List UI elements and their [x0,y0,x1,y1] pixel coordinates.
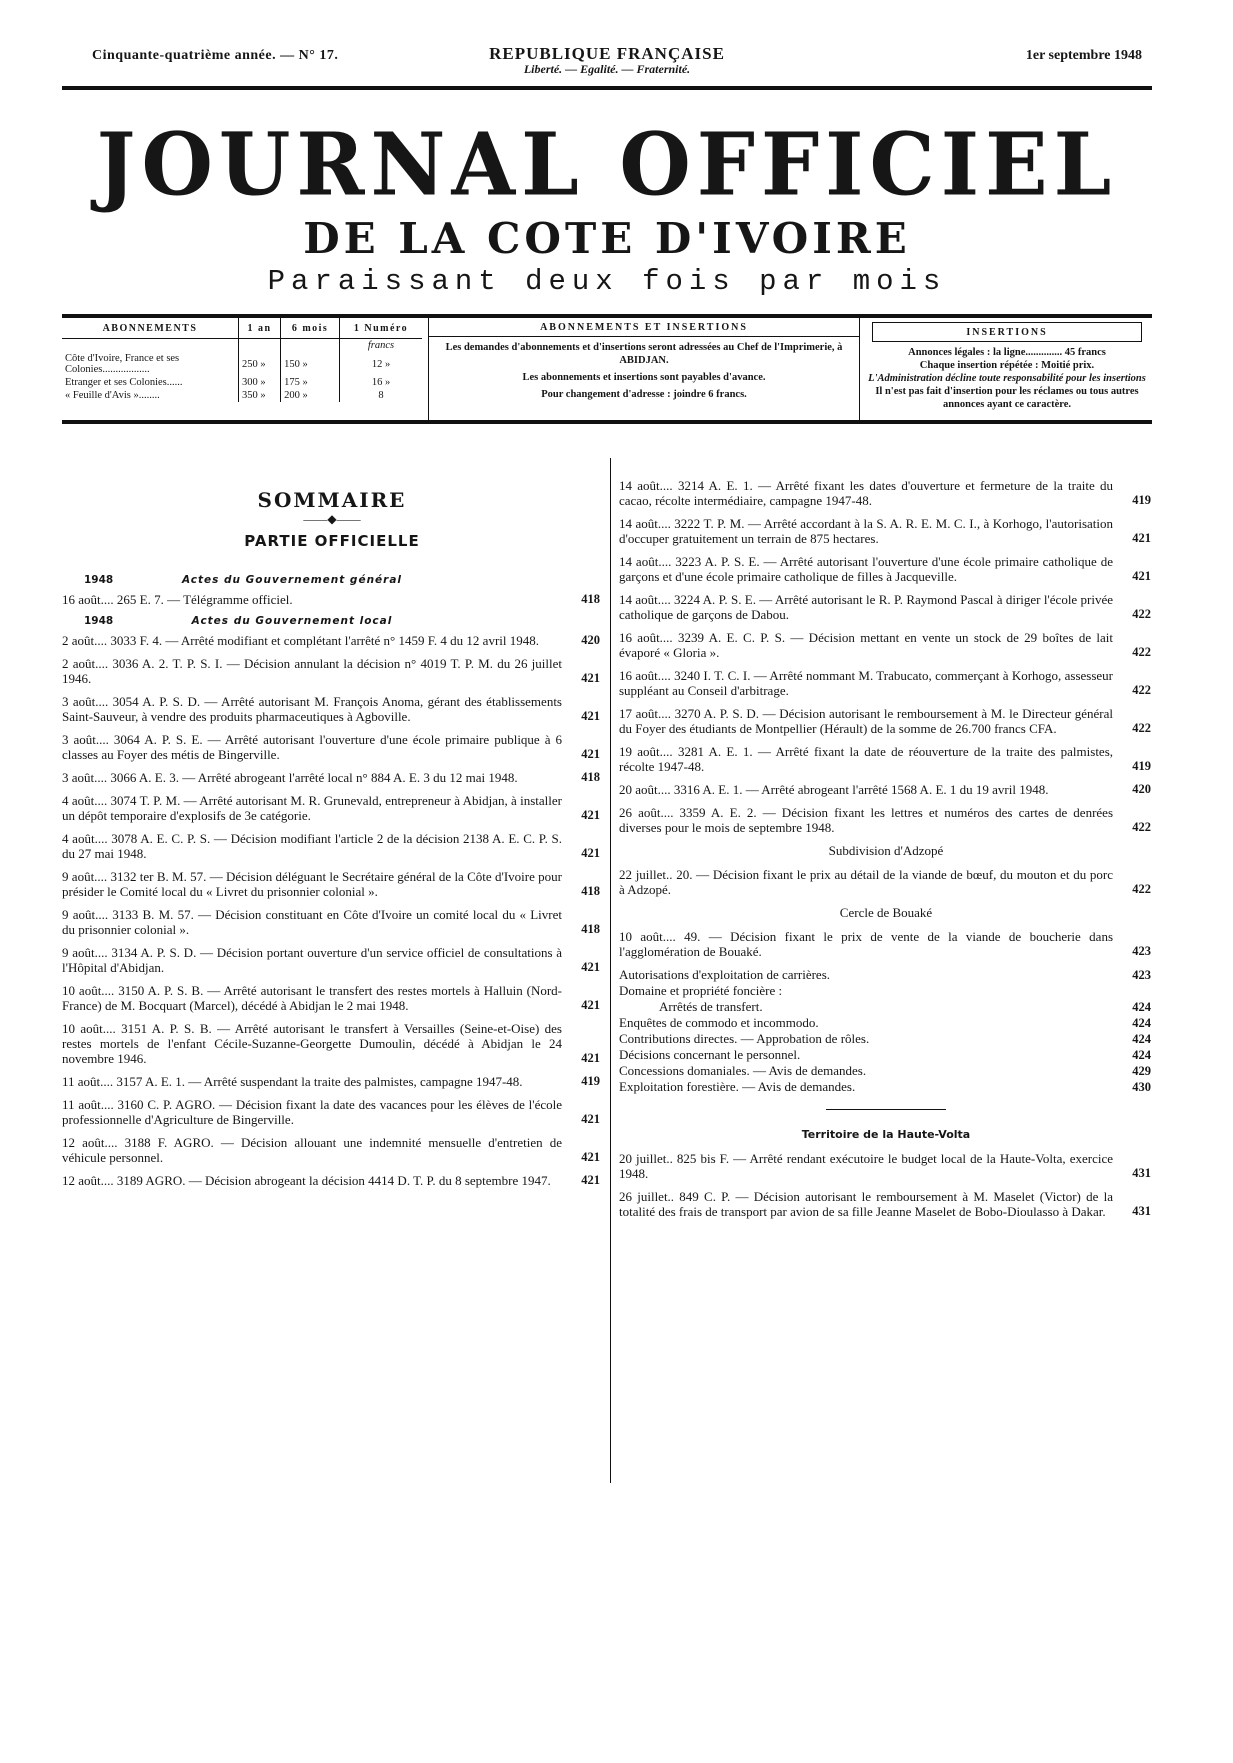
misc-entry-page-number: 423 [1132,968,1151,982]
journal-title: JOURNAL OFFICIEL [96,114,1118,216]
entry-page-number: 418 [581,770,600,784]
entry-text: 849 C. P. — Décision autorisant le remboursement à M. Maselet (Victor) de la totalité des frais de transport par avion de sa fille Jeanne Maselet de Bobo-Dioulasso à Dakar. [619,1189,1113,1219]
partie-officielle-heading: PARTIE OFFICIELLE [244,532,420,550]
entry-date: 11 août.... [62,1074,114,1089]
entry-page-number: 422 [1132,683,1151,697]
entry-page-number: 421 [581,747,600,761]
entry-text: 3064 A. P. S. E. — Arrêté autorisant l'ouverture d'une école primaire publique à 6 classes au Foyer des métis de Bingerville. [62,732,562,762]
misc-entry-text: Exploitation forestière. — Avis de demandes. [619,1079,856,1094]
cercle-bouake-heading: Cercle de Bouaké [839,905,933,920]
entry-text: 3270 A. P. S. D. — Décision autorisant le remboursement à M. le Directeur général du Foyer des étudiants de Montpellier (Hérault) de la somme de 26.700 francs CFA. [619,706,1114,736]
toc-entry [62,983,602,1013]
territoire-haute-volta-heading: Territoire de la Haute-Volta [801,1128,971,1141]
entry-page-number: 421 [581,709,600,723]
entry-page-number: 421 [581,1173,600,1187]
table-row: Côte d'Ivoire, France et ses Colonies.................. 250 » 150 » 12 » [62,352,422,376]
entry-date: 9 août.... [62,869,108,884]
toc-right-column [610,458,1153,1483]
table-row: « Feuille d'Avis »........ 350 » 200 » 8 [62,389,422,402]
entry-date: 10 août.... [62,983,115,998]
misc-entry-page-number: 429 [1132,1064,1151,1078]
edition-number: Cinquante-quatrième année. — N° 17. [92,48,339,63]
toc-entry [62,831,602,861]
misc-entry-page-number: 424 [1132,1016,1151,1030]
toc-entry [619,805,1153,835]
entry-page-number: 418 [581,592,600,606]
toc-entry [62,1074,602,1089]
entry-text: 3240 I. T. C. I. — Arrêté nommant M. Trabucato, commerçant à Korhogo, assesseur suppléant au Conseil d'arbitrage. [619,668,1113,698]
entry-text: 3157 A. E. 1. — Arrêté suspendant la traite des palmistes, campagne 1947-48. [116,1074,523,1089]
toc-entry [619,668,1153,698]
toc-entry [619,630,1153,660]
entry-page-number: 421 [581,671,600,685]
subscriptions-insertions-box [428,318,860,420]
toc-misc-entry [619,1079,1153,1095]
entry-page-number: 421 [581,1051,600,1065]
toc-misc-entry [619,1047,1153,1063]
entry-page-number: 419 [581,1074,600,1088]
entry-text: 265 E. 7. — Télégramme officiel. [116,592,293,607]
section-heading-general: 1948 Actes du Gouvernement général [84,574,403,586]
toc-entry [619,1151,1153,1181]
entry-text: 3214 A. E. 1. — Arrêté fixant les dates d'ouverture et fermeture de la traite du cacao, récolte intermédiaire, campagne 1947-48. [619,478,1113,508]
entry-date: 20 juillet.. [619,1151,673,1166]
entry-text: 3066 A. E. 3. — Arrêté abrogeant l'arrêté local n° 884 A. E. 3 du 12 mai 1948. [110,770,518,785]
entry-date: 20 août.... [619,782,671,797]
entry-page-number: 421 [581,1112,600,1126]
entry-page-number: 419 [1132,493,1151,507]
entry-page-number: 422 [1132,820,1151,834]
table-row: Etranger et ses Colonies...... 300 » 175 » 16 » [62,376,422,389]
entry-page-number: 418 [581,884,600,898]
entry-date: 3 août.... [62,770,108,785]
issue-date: 1er septembre 1948 [1025,48,1142,63]
toc-entry [62,793,602,823]
entry-date: 14 août.... [619,554,672,569]
entry-page-number: 421 [581,1150,600,1164]
entry-date: 2 août.... [62,656,109,671]
masthead-topline [62,40,1152,74]
section-heading-local: 1948 Actes du Gouvernement local [84,615,393,627]
ab-insertions-header: ABONNEMENTS ET INSERTIONS [429,318,859,337]
entry-text: 3223 A. P. S. E. — Arrêté autorisant l'ouverture d'une école primaire catholique de garçons et d'une école primaire catholique de filles à Jacqueville. [619,554,1114,584]
entry-date: 16 août.... [619,630,673,645]
toc-entry [62,1097,602,1127]
entry-date: 12 août.... [62,1135,118,1150]
entry-date: 11 août.... [62,1097,114,1112]
entry-text: 3133 B. M. 57. — Décision constituant en Côte d'Ivoire un comité local du « Livret du prisonnier colonial ». [62,907,562,937]
toc-entry [62,770,602,785]
entry-page-number: 420 [1132,782,1151,796]
entry-date: 9 août.... [62,907,109,922]
toc-entry [62,869,602,899]
entry-text: 3132 ter B. M. 57. — Décision déléguant le Secrétaire général de la Côte d'Ivoire pour présider le Comité local du « Livret du prisonnier colonial ». [62,869,562,899]
misc-entry-text: Domaine et propriété foncière : [619,983,783,998]
entry-date: 22 juillet.. [619,867,673,882]
entry-page-number: 431 [1132,1204,1151,1218]
entry-text: 3151 A. P. S. B. — Arrêté autorisant le transfert à Versailles (Seine-et-Oise) des restes mortels de l'enfant Cécile-Suzanne-Georgette Dumoulin, décédé à Abidjan le 24 novembre 1946. [62,1021,562,1066]
toc-entry [62,694,602,724]
subscription-table [62,318,422,420]
entry-page-number: 422 [1132,882,1151,896]
entry-page-number: 431 [1132,1166,1151,1180]
section-divider [826,1109,946,1110]
toc-entry [619,592,1153,622]
entry-date: 14 août.... [619,592,671,607]
unit-francs: francs [340,339,422,353]
entry-page-number: 421 [1132,531,1151,545]
toc-entry [619,554,1153,584]
toc-misc-entry [619,1015,1153,1031]
entry-date: 4 août.... [62,793,108,808]
publication-frequency: Paraissant deux fois par mois [267,265,947,298]
entry-text: 3359 A. E. 2. — Décision fixant les lettres et numéros des cartes de denrées diverses pour le mois de septembre 1948. [619,805,1113,835]
entry-text: 49. — Décision fixant le prix de vente de la viande de boucherie dans l'agglomération de Bouaké. [619,929,1114,959]
toc-entry [62,1021,602,1066]
toc-misc-entry [619,999,1153,1015]
entry-date: 4 août.... [62,831,108,846]
toc-entry [62,633,602,648]
entry-date: 10 août.... [619,929,676,944]
toc-entry [62,945,602,975]
col-6-mois: 6 mois [281,318,340,339]
entry-date: 17 août.... [619,706,671,721]
entry-page-number: 421 [581,998,600,1012]
toc-entry [62,1173,602,1188]
entry-page-number: 423 [1132,944,1151,958]
toc-entry [619,516,1153,546]
entry-page-number: 422 [1132,645,1151,659]
entry-text: 3074 T. P. M. — Arrêté autorisant M. R. Grunevald, entrepreneur à Abidjan, à installer un dépôt temporaire d'explosifs de 3e catégorie. [62,793,563,823]
misc-entry-text: Contributions directes. — Approbation de rôles. [619,1031,870,1046]
misc-entry-text: Autorisations d'exploitation de carrières. [619,967,831,982]
insertions-header: INSERTIONS [872,322,1142,342]
entry-date: 26 août.... [619,805,674,820]
national-motto: Liberté. — Egalité. — Fraternité. [523,62,691,76]
entry-date: 9 août.... [62,945,108,960]
misc-entry-page-number: 424 [1132,1032,1151,1046]
entry-date: 16 août.... [62,592,114,607]
entry-page-number: 422 [1132,721,1151,735]
entry-text: 3134 A. P. S. D. — Décision portant ouverture d'un service officiel de consultations à l'Hôpital d'Abidjan. [62,945,562,975]
entry-text: 3239 A. E. C. P. S. — Décision mettant en vente un stock de 29 boîtes de lait évaporé « Gloria ». [619,630,1113,660]
insertions-price: Annonces légales : la ligne.............. 45 francs [908,347,1106,358]
entry-date: 19 août.... [619,744,673,759]
entry-date: 26 juillet.. [619,1189,675,1204]
entry-date: 14 août.... [619,478,673,493]
col-1-numero: 1 Numéro [340,318,422,339]
entry-text: 3160 C. P. AGRO. — Décision fixant la date des vacances pour les élèves de l'école professionnelle d'Agriculture de Bingerville. [62,1097,563,1127]
entry-page-number: 421 [581,960,600,974]
toc-entry [619,867,1153,897]
journal-subtitle: DE LA COTE D'IVOIRE [303,214,911,263]
entry-page-number: 421 [581,846,600,860]
entry-text: 3150 A. P. S. B. — Arrêté autorisant le transfert des restes mortels à Halluin (Nord-France) de M. Bocquart (Marcel), décédé à Abidjan le 2 mai 1948. [62,983,563,1013]
insertions-repeat: Chaque insertion répétée : Moitié prix. [919,360,1095,371]
entry-text: 3189 AGRO. — Décision abrogeant la décision 4414 D. T. P. du 8 septembre 1947. [116,1173,551,1188]
entry-date: 2 août.... [62,633,108,648]
entry-text: 3078 A. E. C. P. S. — Décision modifiant l'article 2 de la décision 2138 A. E. C. P. S. du 27 mai 1948. [62,831,563,861]
entry-page-number: 419 [1132,759,1151,773]
entry-text: 3281 A. E. 1. — Arrêté fixant la date de réouverture de la traite des palmistes, récolte 1947-48. [619,744,1114,774]
entry-text: 3316 A. E. 1. — Arrêté abrogeant l'arrêté 1568 A. E. 1 du 19 avril 1948. [673,782,1049,797]
toc-entry [619,1189,1153,1219]
toc-entry [62,732,602,762]
subscriptions-header: ABONNEMENTS [62,318,239,339]
col-1-an: 1 an [239,318,281,339]
entry-text: 3222 T. P. M. — Arrêté accordant à la S. A. R. E. M. C. I., à Korhogo, l'autorisation d'occuper gratuitement un terrain de 875 hectares. [619,516,1114,546]
entry-text: 20. — Décision fixant le prix au détail de la viande de bœuf, du mouton et du porc à Adzopé. [619,867,1114,897]
toc-misc-entry [619,1031,1153,1047]
misc-entry-text: Décisions concernant le personnel. [619,1047,801,1062]
toc-entry [62,907,602,937]
subscription-box [62,314,1152,424]
entry-text: 3188 F. AGRO. — Décision allouant une indemnité mensuelle d'entretien de véhicule personnel. [62,1135,562,1165]
misc-entry-text: Enquêtes de commodo et incommodo. [619,1015,819,1030]
entry-page-number: 421 [1132,569,1151,583]
toc-entry [62,592,602,607]
ab-insertions-payable: Les abonnements et insertions sont payables d'avance. [522,372,766,383]
toc-left-column [62,478,602,1196]
misc-entry-text: Arrêtés de transfert. [659,999,763,1014]
ornament-divider: ——◆—— [303,512,361,526]
ab-insertions-address: Les demandes d'abonnements et d'insertions seront adressées au Chef de l'Imprimerie, à ABIDJAN. [445,342,843,366]
entry-page-number: 422 [1132,607,1151,621]
toc-entry [619,478,1153,508]
toc-entry [619,744,1153,774]
entry-page-number: 421 [581,808,600,822]
toc-entry [619,706,1153,736]
toc-misc-entry [619,967,1153,983]
sommaire-title: SOMMAIRE [257,488,407,512]
toc-entry [619,782,1153,797]
republic-label: REPUBLIQUE FRANÇAISE [489,44,725,63]
entry-text: 825 bis F. — Arrêté rendant exécutoire le budget local de la Haute-Volta, exercice 1948. [619,1151,1113,1181]
entry-date: 10 août.... [62,1021,116,1036]
toc-misc-entry [619,983,1153,999]
toc-entry [619,929,1153,959]
insertions-no-ads: Il n'est pas fait d'insertion pour les réclames ou tous autres annonces ayant ce caractère. [875,386,1139,410]
entry-page-number: 420 [581,633,600,647]
subdivision-adzope-heading: Subdivision d'Adzopé [828,843,944,858]
entry-text: 3033 F. 4. — Arrêté modifiant et complétant l'arrêté n° 1459 F. 4 du 12 avril 1948. [110,633,539,648]
toc-misc-entry [619,1063,1153,1079]
entry-page-number: 418 [581,922,600,936]
entry-text: 3054 A. P. S. D. — Arrêté autorisant M. François Anoma, gérant des établissements Saint-Sauveur, à vendre des produits pharmaceutiques à Agboville. [62,694,562,724]
header-rule [62,86,1152,90]
entry-date: 3 août.... [62,694,109,709]
entry-date: 3 août.... [62,732,109,747]
misc-entry-page-number: 424 [1132,1000,1151,1014]
entry-text: 3224 A. P. S. E. — Arrêté autorisant le R. P. Raymond Pascal à diriger l'école privée catholique de garçons de Dabou. [619,592,1114,622]
toc-entry [62,656,602,686]
toc-entry [62,1135,602,1165]
entry-date: 12 août.... [62,1173,114,1188]
insertions-disclaimer: L'Administration décline toute responsabilité pour les insertions [868,373,1146,384]
entry-date: 16 août.... [619,668,671,683]
ab-insertions-change: Pour changement d'adresse : joindre 6 francs. [541,389,747,400]
entry-date: 14 août.... [619,516,671,531]
misc-entry-text: Concessions domaniales. — Avis de demandes. [619,1063,867,1078]
misc-entry-page-number: 424 [1132,1048,1151,1062]
misc-entry-page-number: 430 [1132,1080,1151,1094]
insertions-box [862,318,1152,420]
entry-text: 3036 A. 2. T. P. S. I. — Décision annulant la décision n° 4019 T. P. M. du 26 juillet 1946. [62,656,563,686]
